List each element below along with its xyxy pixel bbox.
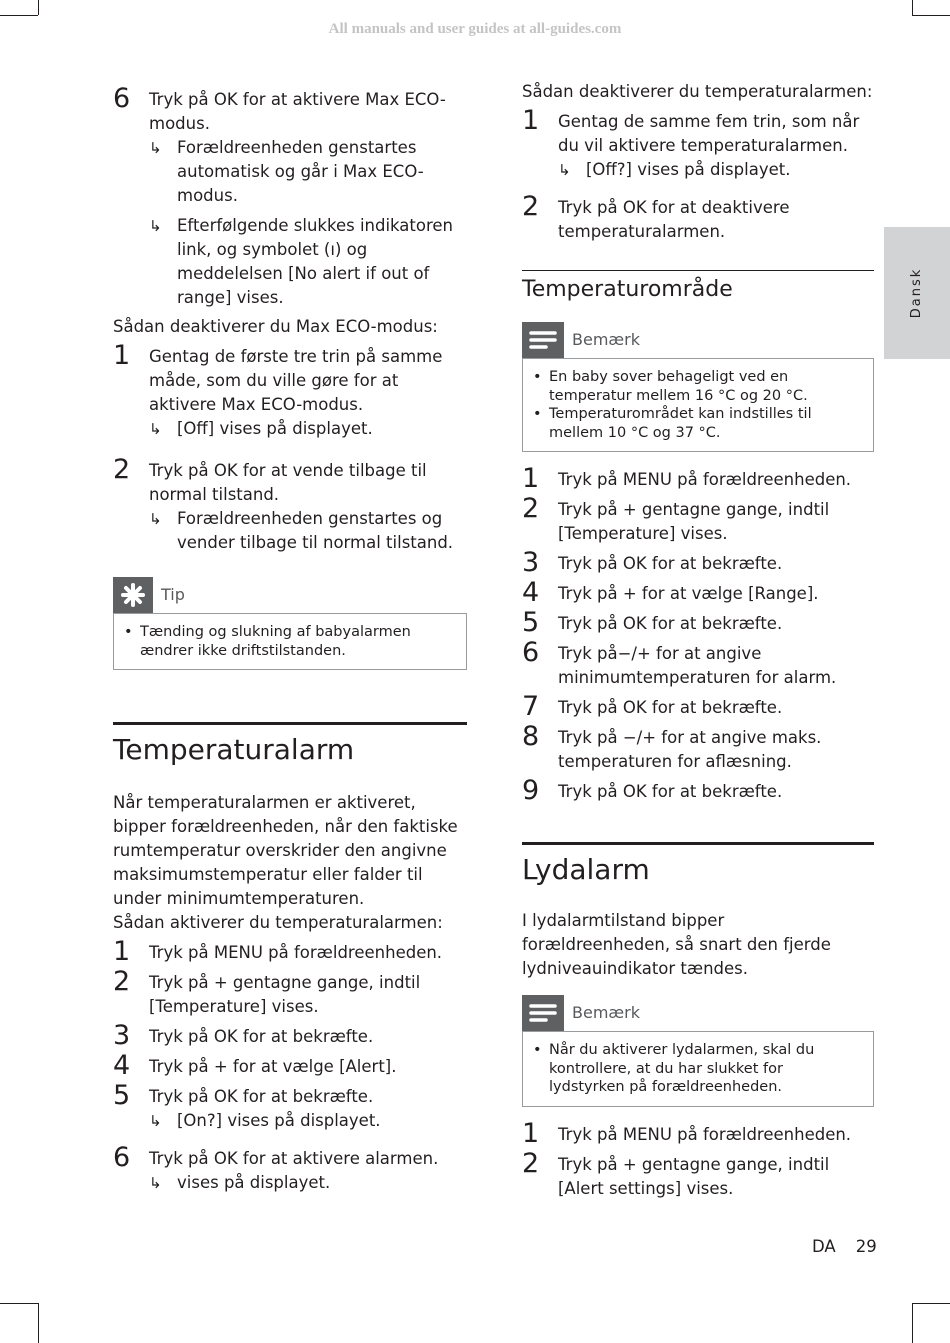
step (113, 1050, 467, 1081)
step (522, 493, 874, 546)
result-arrow-icon: ↳ (149, 217, 162, 235)
note-content (522, 1031, 874, 1107)
step-number: 2 (522, 493, 540, 524)
section-rule (522, 270, 874, 271)
note-item: • Temperaturområdet kan indstilles til mellem 10 °C og 37 °C. (533, 405, 863, 442)
tip-header (113, 577, 467, 613)
step-text: Tryk på −/+ for at angive maks. temperaturen for aflæsning. (558, 728, 822, 771)
tip-box (113, 577, 467, 670)
note-item: • Når du aktiverer lydalarmen, skal du kontrollere, at du har slukket for lydstyrken på forældreenheden. (533, 1041, 863, 1097)
activate-steps-list (113, 936, 467, 1195)
step-text: Tryk på−/+ for at angive minimumtemperaturen for alarm. (558, 644, 837, 687)
step (522, 1147, 874, 1201)
step (113, 966, 467, 1019)
result-arrow-icon: ↳ (149, 139, 162, 157)
step-number: 4 (522, 577, 540, 608)
note-box (522, 322, 874, 452)
step (522, 637, 874, 690)
step-number: 7 (522, 691, 540, 722)
subheading: Sådan deaktiverer du temperaturalarmen: (522, 82, 873, 101)
result-text: Forældreenheden genstartes automatisk og går i Max ECO-modus. (177, 138, 424, 205)
step-number: 1 (113, 936, 131, 967)
step (522, 463, 874, 494)
note-item: • En baby sover behageligt ved en temperatur mellem 16 °C og 20 °C. (533, 368, 863, 405)
step-text: Tryk på + for at vælge [Range]. (558, 584, 819, 603)
step-result (149, 136, 467, 208)
step-number: 2 (113, 454, 131, 485)
result-text: [Off] vises på displayet. (177, 419, 373, 438)
step (522, 1117, 874, 1149)
step-number: 6 (522, 637, 540, 668)
step (522, 105, 874, 190)
crop-mark (912, 0, 913, 15)
step (113, 1142, 467, 1195)
step-text: Tryk på MENU på forældreenheden. (149, 943, 443, 962)
right-column (522, 80, 874, 1201)
step-text: Tryk på OK for at bekræfte. (149, 1087, 374, 1106)
step (522, 191, 874, 244)
step (522, 721, 874, 774)
note-icon (522, 995, 564, 1031)
note-label: Bemærk (572, 330, 640, 349)
step (113, 1080, 467, 1141)
tip-label: Tip (161, 585, 185, 604)
result-text: [On?] vises på displayet. (177, 1111, 381, 1130)
step-number: 6 (113, 83, 131, 114)
step-text: Tryk på MENU på forældreenheden. (558, 1124, 852, 1144)
step-text: Tryk på OK for at bekræfte. (149, 1027, 374, 1046)
result-text: Forældreenheden genstartes og vender tilbage til normal tilstand. (177, 509, 454, 552)
step (522, 607, 874, 638)
step-result (149, 507, 467, 555)
step-number: 9 (522, 775, 540, 806)
step (522, 577, 874, 608)
step (113, 454, 467, 555)
result-arrow-icon: ↳ (558, 161, 571, 179)
step-number: 1 (522, 105, 540, 136)
crop-mark (38, 1303, 39, 1343)
section-intro: Når temperaturalarmen er aktiveret, bipper forældreenheden, når den faktiske rumtemperatur overskrider den angivne maksimumstemperatur eller falder til under minimumtemperaturen. (113, 793, 458, 908)
section-rule (522, 842, 874, 845)
step-number: 2 (113, 966, 131, 997)
step-text: Tryk på MENU på forældreenheden. (558, 470, 852, 489)
section-title: Temperaturalarm (113, 733, 355, 766)
watermark: All manuals and user guides at all-guides.com (328, 21, 622, 37)
step-result (558, 158, 874, 182)
step-text: Tryk på + gentagne gange, indtil [Alert settings] vises. (558, 1154, 830, 1198)
side-tab-label: Dansk (909, 267, 924, 319)
tip-icon (113, 577, 153, 613)
range-steps-list (522, 463, 874, 806)
footer-language: DA (812, 1237, 836, 1256)
language-side-tab (884, 227, 950, 359)
tip-content (113, 613, 467, 670)
page-number: 29 (855, 1237, 877, 1256)
step (113, 83, 467, 310)
step-result (149, 417, 467, 441)
step-text: Tryk på OK for at aktivere alarmen. (149, 1149, 439, 1168)
deactivate-steps-list (522, 105, 874, 244)
step-text: Gentag de samme fem trin, som når du vil aktivere temperaturalarmen. (558, 112, 860, 155)
step (113, 340, 467, 449)
step-number: 2 (522, 191, 540, 222)
eco-steps-list (113, 340, 467, 555)
note-label: Bemærk (572, 1003, 640, 1022)
subheading: Sådan aktiverer du temperaturalarmen: (113, 913, 443, 932)
tip-item: • Tænding og slukning af babyalarmen ændrer ikke driftstilstanden. (124, 623, 456, 660)
crop-mark (912, 1303, 950, 1304)
step-number: 4 (113, 1050, 131, 1081)
sound-steps-list (522, 1117, 874, 1201)
step-number: 5 (113, 1080, 131, 1111)
note-box (522, 995, 874, 1107)
section-rule (113, 722, 467, 725)
result-arrow-icon: ↳ (149, 510, 162, 528)
step-text: Tryk på OK for at bekræfte. (558, 554, 783, 573)
result-text: [Off?] vises på displayet. (586, 160, 791, 179)
step-text: Tryk på OK for at vende tilbage til normal tilstand. (149, 461, 427, 504)
step-result (149, 1109, 467, 1133)
note-header (522, 322, 874, 358)
step (522, 547, 874, 578)
step-text: Tryk på OK for at bekræfte. (558, 698, 783, 717)
step-text: Tryk på + gentagne gange, indtil [Temperature] vises. (558, 500, 830, 543)
note-content (522, 358, 874, 452)
step-number: 1 (522, 463, 540, 494)
section-title: Temperaturområde (522, 277, 733, 302)
crop-mark (0, 15, 38, 16)
result-arrow-icon: ↳ (149, 1112, 162, 1130)
step-text: Tryk på OK for at bekræfte. (558, 614, 783, 633)
section-title: Lydalarm (522, 853, 650, 886)
result-text: vises på displayet. (177, 1173, 331, 1192)
step-number: 1 (522, 1117, 540, 1149)
step-text: Gentag de første tre trin på samme måde, som du ville gøre for at aktivere Max ECO-modus. (149, 347, 443, 414)
step-number: 8 (522, 721, 540, 752)
step-result (149, 1171, 467, 1195)
step-text: Tryk på + gentagne gange, indtil [Temperature] vises. (149, 973, 421, 1016)
step (113, 936, 467, 967)
step-text: Tryk på OK for at aktivere Max ECO-modus. (149, 90, 446, 133)
step-number: 1 (113, 340, 131, 371)
result-text: Efterfølgende slukkes indikatoren link, og symbolet (ı) og meddelelsen [No alert if out of range] vises. (177, 216, 454, 307)
note-icon (522, 322, 564, 358)
crop-mark (38, 0, 39, 15)
crop-mark (912, 15, 950, 16)
step-number: 2 (522, 1147, 540, 1179)
subheading: Sådan deaktiverer du Max ECO-modus: (113, 317, 438, 336)
left-column (113, 80, 467, 1195)
step-text: Tryk på OK for at deaktivere temperaturalarmen. (558, 198, 790, 241)
result-arrow-icon: ↳ (149, 1174, 162, 1192)
result-arrow-icon: ↳ (149, 420, 162, 438)
crop-mark (0, 1303, 38, 1304)
section-intro: I lydalarmtilstand bipper forældreenheden, så snart den fjerde lydniveauindikator tændes. (522, 911, 831, 978)
step (522, 775, 874, 806)
step-text: Tryk på + for at vælge [Alert]. (149, 1057, 397, 1076)
note-header (522, 995, 874, 1031)
step-number: 3 (522, 547, 540, 578)
page-footer (812, 1235, 877, 1259)
crop-mark (912, 1303, 913, 1343)
step (113, 1020, 467, 1051)
step-result (149, 214, 467, 310)
step-number: 3 (113, 1020, 131, 1051)
step (522, 691, 874, 722)
step-number: 6 (113, 1142, 131, 1173)
step-text: Tryk på OK for at bekræfte. (558, 782, 783, 801)
step-number: 5 (522, 607, 540, 638)
